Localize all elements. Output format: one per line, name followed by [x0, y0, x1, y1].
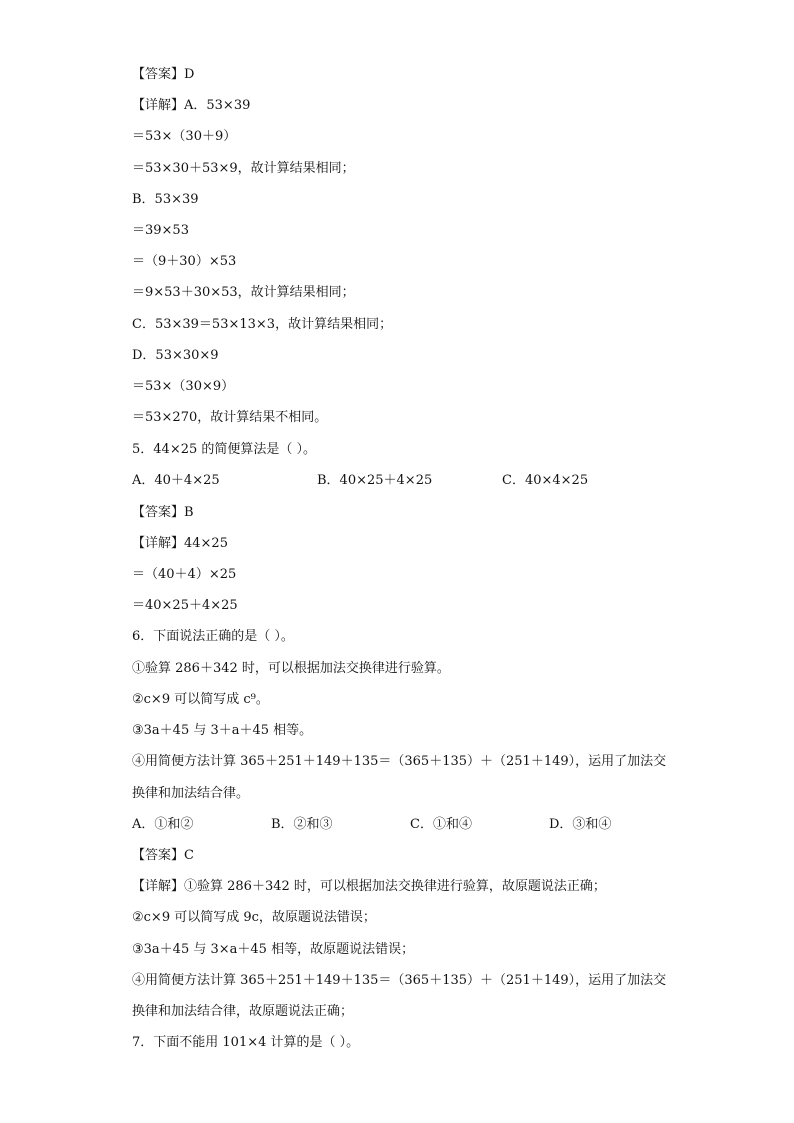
- q4-explanation-line: ＝（9＋30）×53: [132, 254, 237, 269]
- q6-statement: ④用简便方法计算 365＋251＋149＋135＝（365＋135）＋（251＋149），运用了加法交: [132, 754, 667, 769]
- q6-explanation-line: ④用简便方法计算 365＋251＋149＋135＝（365＋135）＋（251＋149），运用了加法交: [132, 973, 667, 988]
- q5-explanation-line: ＝40×25＋4×25: [132, 598, 238, 613]
- q4-explanation-line: ＝53×（30＋9）: [132, 129, 237, 144]
- q4-explanation-line: ＝53×30＋53×9，故计算结果相同；: [132, 161, 355, 176]
- q6-statement: ①验算 286＋342 时，可以根据加法交换律进行验算。: [132, 661, 450, 676]
- q5-option-a: A．40＋4×25: [132, 473, 220, 488]
- q5-options: [132, 473, 732, 489]
- q6-explanation-line: 【详解】①验算 286＋342 时，可以根据加法交换律进行验算，故原题说法正确；: [132, 879, 606, 894]
- q5-explanation-line: ＝（40＋4）×25: [132, 567, 237, 582]
- q6-statement: ②c×9 可以简写成 c⁹。: [132, 692, 269, 707]
- q6-option-d: D．③和④: [549, 817, 612, 832]
- q5-question: 5．44×25 的简便算法是（ ）。: [132, 442, 317, 457]
- q6-explanation-line: 换律和加法结合律，故原题说法正确；: [132, 1004, 354, 1019]
- q4-explanation-line: B．53×39: [132, 192, 199, 207]
- q5-answer: 【答案】B: [132, 505, 194, 520]
- q5-option-c: C．40×4×25: [502, 473, 589, 488]
- q4-explanation-line: C．53×39＝53×13×3，故计算结果相同；: [132, 317, 393, 332]
- q6-option-c: C．①和④: [410, 817, 472, 832]
- q6-statement: ③3a＋45 与 3＋a＋45 相等。: [132, 723, 313, 738]
- q7-question: 7．下面不能用 101×4 计算的是（ ）。: [132, 1035, 360, 1050]
- q5-explanation-line: 【详解】44×25: [132, 536, 228, 551]
- q6-options: [132, 817, 732, 833]
- q6-statement: 换律和加法结合律。: [132, 786, 250, 801]
- q4-explanation-line: D．53×30×9: [132, 348, 219, 363]
- q6-question: 6．下面说法正确的是（ ）。: [132, 629, 294, 644]
- q5-option-b: B．40×25＋4×25: [317, 473, 433, 488]
- q4-explanation-line: ＝53×270，故计算结果不相同。: [132, 410, 328, 425]
- q6-answer: 【答案】C: [132, 848, 194, 863]
- q6-explanation-line: ②c×9 可以简写成 9c，故原题说法错误；: [132, 910, 376, 925]
- q6-explanation-line: ③3a＋45 与 3×a＋45 相等，故原题说法错误；: [132, 942, 415, 957]
- q6-option-b: B．②和③: [271, 817, 333, 832]
- q4-explanation-line: ＝53×（30×9）: [132, 379, 235, 394]
- q6-option-a: A．①和②: [132, 817, 194, 832]
- q4-answer: 【答案】D: [132, 67, 195, 82]
- q4-explanation-line: 【详解】A．53×39: [132, 98, 251, 113]
- q4-explanation-line: ＝39×53: [132, 223, 189, 238]
- q4-explanation-line: ＝9×53＋30×53，故计算结果相同；: [132, 285, 355, 300]
